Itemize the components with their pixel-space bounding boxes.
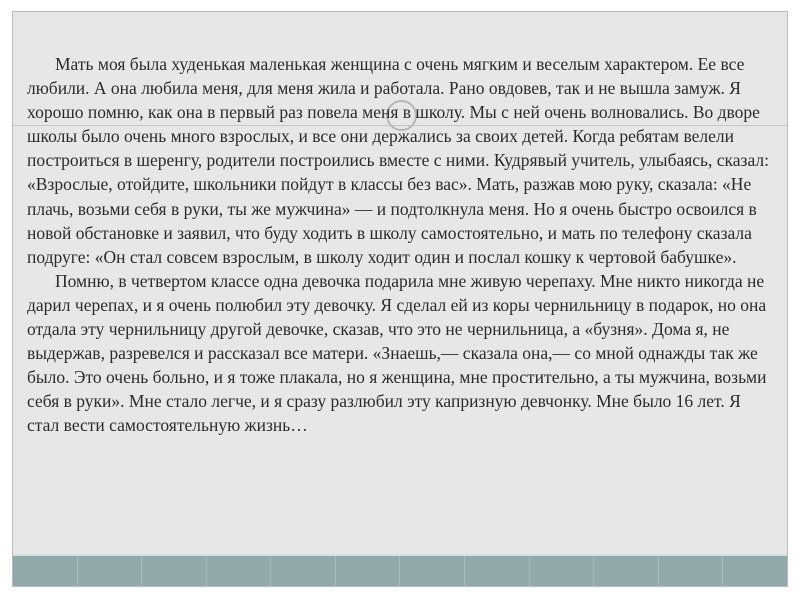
footer-segment	[207, 556, 272, 586]
paragraph-1: Мать моя была худенькая маленькая женщина с очень мягким и веселым характером. Ее все любили. А она любила меня, для меня жила и работала. Рано овдовев, так и не вышла замуж. Я хорошо помню, как она в первый раз повела меня в школу. Мы с ней очень волновались. Во дворе школы было очень много взрослых, и все они держались за своих детей. Когда ребятам велели построиться в шеренгу, родители построились вместе с ними. Кудрявый учитель, улыбаясь, сказал: «Взрослые, отойдите, школьники пойдут в классы без вас». Мать, разжав мою руку, сказала: «Не плачь, возьми себя в руки, ты же мужчина» — и подтолкнула меня. Но я очень быстро освоился в новой обстановке и заявил, что буду ходить в школу самостоятельно, и мать по телефону сказала подруге: «Он стал совсем взрослым, в школу ходит один и послал кошку к чертовой бабушке».	[27, 54, 769, 267]
footer-segment	[142, 556, 207, 586]
footer-segment	[78, 556, 143, 586]
slide	[12, 11, 788, 587]
footer-segment	[400, 556, 465, 586]
footer-segment	[594, 556, 659, 586]
paragraph-2: Помню, в четвертом классе одна девочка подарила мне живую черепаху. Мне никто никогда не дарил черепах, и я очень полюбил эту девочку. Я сделал ей из коры чернильницу в подарок, но она отдала эту чернильницу другой девочке, сказав, что это не чернильница, а «бузня». Дома я, не выдержав, разревелся и рассказал все матери. «Знаешь,— сказала она,— со мной однажды так же было. Это очень больно, и я тоже плакала, но я женщина, мне простительно, а ты мужчина, возьми себя в руки». Мне стало легче, и я сразу разлюбил эту капризную девчонку. Мне было 16 лет. Я стал вести самостоятельную жизнь…	[27, 270, 767, 436]
footer-segment	[13, 556, 78, 586]
slide-text-body	[27, 52, 777, 438]
footer-band	[13, 556, 787, 586]
footer-segment	[659, 556, 724, 586]
footer-segment	[465, 556, 530, 586]
footer-segment	[530, 556, 595, 586]
footer-segment	[271, 556, 336, 586]
footer-segment	[723, 556, 787, 586]
footer-segment	[336, 556, 401, 586]
